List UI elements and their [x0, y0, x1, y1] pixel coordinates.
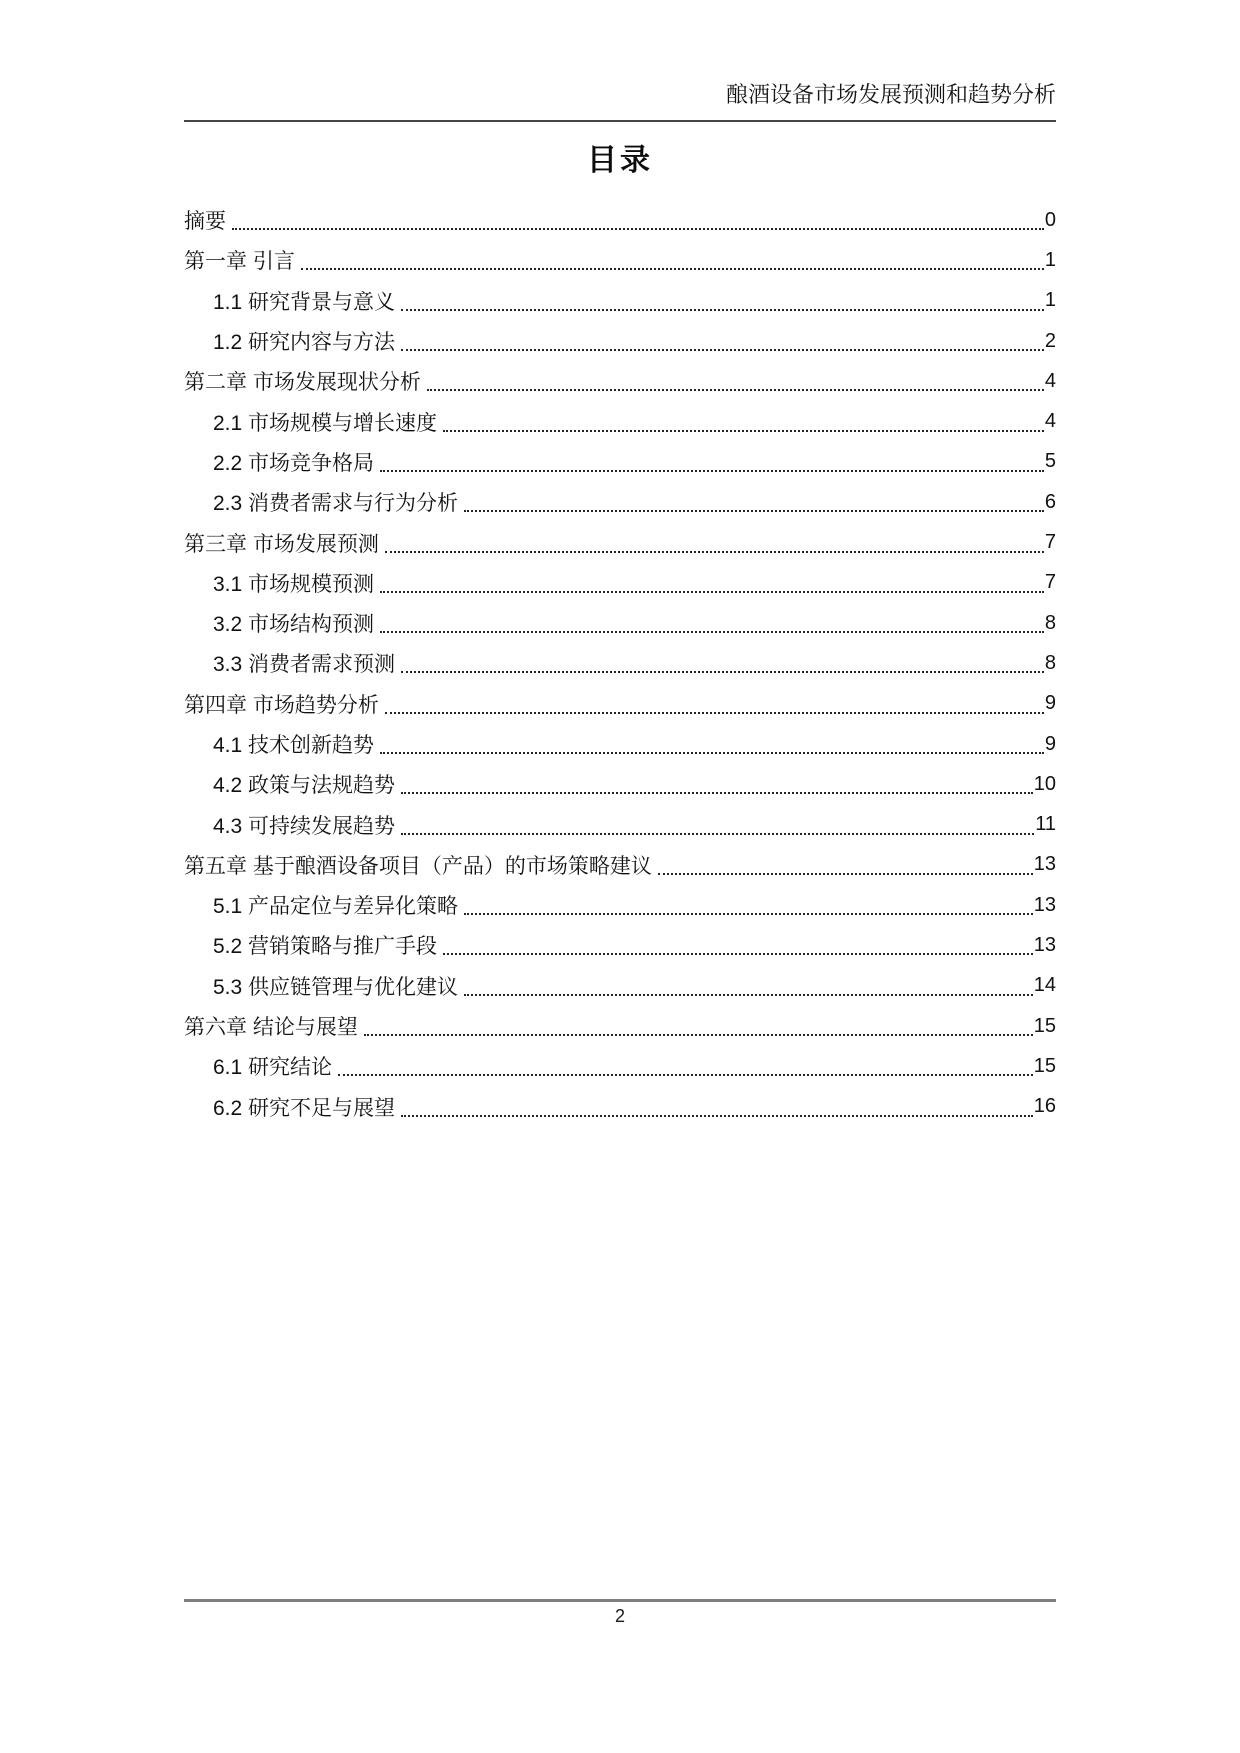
- toc-entry-label: 第一章 引言: [184, 250, 295, 274]
- toc-entry-page: 13: [1033, 893, 1056, 916]
- footer-divider: [184, 1599, 1056, 1602]
- toc-entry[interactable]: [184, 643, 1056, 683]
- toc-entry-label: 第三章 市场发展预测: [184, 532, 379, 556]
- toc-entry-label: 3.3 消费者需求预测: [213, 653, 396, 677]
- toc-entry[interactable]: [184, 442, 1056, 482]
- toc-entry-page: 13: [1033, 853, 1056, 876]
- toc-dots-leader: [427, 389, 1044, 391]
- toc-dots-leader: [464, 994, 1033, 996]
- toc-entry-label: 1.1 研究背景与意义: [213, 290, 396, 314]
- toc-dots-leader: [443, 430, 1044, 432]
- toc-entry-page: 1: [1044, 289, 1056, 312]
- toc-entry-label: 3.1 市场规模预测: [213, 572, 375, 596]
- toc-entry-label: 1.2 研究内容与方法: [213, 331, 396, 355]
- toc-entry-page: 7: [1044, 571, 1056, 594]
- toc-entry[interactable]: [184, 321, 1056, 361]
- toc-entry-page: 0: [1044, 208, 1056, 231]
- toc-entry-page: 8: [1044, 651, 1056, 674]
- toc-dots-leader: [658, 873, 1033, 875]
- toc-entry-page: 8: [1044, 611, 1056, 634]
- toc-entry-label: 第二章 市场发展现状分析: [184, 371, 421, 395]
- toc-dots-leader: [301, 268, 1044, 270]
- toc-entry-label: 2.1 市场规模与增长速度: [213, 411, 438, 435]
- toc-dots-leader: [385, 712, 1044, 714]
- page-number: 2: [614, 1606, 625, 1626]
- toc-entry-page: 11: [1035, 813, 1056, 836]
- toc-list: [184, 200, 1056, 1127]
- toc-dots-leader: [338, 1074, 1033, 1076]
- toc-dots-leader: [401, 309, 1044, 311]
- toc-entry-label: 4.3 可持续发展趋势: [213, 814, 396, 838]
- header-divider: [184, 120, 1056, 122]
- toc-entry-page: 4: [1044, 410, 1056, 433]
- toc-entry-label: 6.2 研究不足与展望: [213, 1096, 396, 1120]
- toc-entry-label: 第六章 结论与展望: [184, 1016, 358, 1040]
- toc-entry-label: 4.2 政策与法规趋势: [213, 774, 396, 798]
- toc-entry[interactable]: [184, 804, 1056, 844]
- toc-dots-leader: [364, 1034, 1033, 1036]
- toc-entry[interactable]: [184, 925, 1056, 965]
- toc-entry[interactable]: [184, 361, 1056, 401]
- toc-entry-page: 15: [1033, 1054, 1056, 1077]
- toc-entry[interactable]: [184, 603, 1056, 643]
- toc-entry[interactable]: [184, 482, 1056, 522]
- toc-entry[interactable]: [184, 200, 1056, 240]
- toc-entry-page: 4: [1044, 369, 1056, 392]
- toc-entry[interactable]: [184, 1046, 1056, 1086]
- toc-entry-page: 10: [1033, 772, 1056, 795]
- toc-dots-leader: [380, 591, 1044, 593]
- toc-entry-page: 5: [1044, 450, 1056, 473]
- toc-entry-page: 16: [1033, 1095, 1056, 1118]
- toc-entry-page: 1: [1044, 248, 1056, 271]
- toc-entry-label: 第五章 基于酿酒设备项目（产品）的市场策略建议: [184, 854, 652, 878]
- toc-entry-label: 摘要: [184, 210, 226, 234]
- toc-entry[interactable]: [184, 281, 1056, 321]
- toc-title: 目录: [587, 144, 653, 177]
- toc-entry-label: 4.1 技术创新趋势: [213, 734, 375, 757]
- toc-dots-leader: [401, 792, 1033, 794]
- toc-entry[interactable]: [184, 1087, 1056, 1127]
- toc-entry-label: 5.3 供应链管理与优化建议: [213, 975, 459, 999]
- toc-dots-leader: [401, 833, 1034, 835]
- toc-entry[interactable]: [184, 1006, 1056, 1046]
- toc-dots-leader: [232, 228, 1044, 230]
- toc-dots-leader: [380, 470, 1044, 472]
- toc-dots-leader: [401, 349, 1044, 351]
- toc-dots-leader: [443, 953, 1033, 955]
- toc-entry-page: 6: [1044, 490, 1056, 513]
- toc-entry-page: 9: [1044, 692, 1056, 715]
- toc-entry[interactable]: [184, 401, 1056, 441]
- toc-entry[interactable]: [184, 684, 1056, 724]
- toc-entry-label: 5.1 产品定位与差异化策略: [213, 895, 459, 919]
- toc-dots-leader: [385, 551, 1044, 553]
- toc-dots-leader: [464, 913, 1033, 915]
- toc-entry-page: 13: [1033, 933, 1056, 956]
- toc-entry-page: 14: [1033, 974, 1056, 997]
- toc-dots-leader: [401, 1115, 1033, 1117]
- toc-entry-page: 15: [1033, 1014, 1056, 1037]
- toc-entry-page: 2: [1044, 329, 1056, 352]
- toc-entry[interactable]: [184, 764, 1056, 804]
- toc-entry-label: 2.2 市场竞争格局: [213, 451, 375, 475]
- toc-entry-label: 第四章 市场趋势分析: [184, 693, 379, 717]
- toc-entry-label: 2.3 消费者需求与行为分析: [213, 492, 459, 516]
- toc-entry[interactable]: [184, 240, 1056, 280]
- toc-entry[interactable]: [184, 966, 1056, 1006]
- toc-entry-label: 3.2 市场结构预测: [213, 613, 375, 637]
- header-title: 酿酒设备市场发展预测和趋势分析: [725, 82, 1056, 107]
- toc-entry-page: 9: [1044, 732, 1056, 755]
- toc-entry[interactable]: [184, 563, 1056, 603]
- toc-entry[interactable]: [184, 845, 1056, 885]
- toc-entry[interactable]: [184, 724, 1056, 764]
- toc-dots-leader: [401, 671, 1044, 673]
- toc-dots-leader: [380, 752, 1044, 754]
- toc-dots-leader: [464, 510, 1044, 512]
- toc-entry[interactable]: [184, 885, 1056, 925]
- toc-entry-page: 7: [1044, 531, 1056, 554]
- toc-entry[interactable]: [184, 522, 1056, 562]
- toc-dots-leader: [380, 631, 1044, 633]
- toc-entry-label: 6.1 研究结论: [213, 1056, 333, 1080]
- toc-entry-label: 5.2 营销策略与推广手段: [213, 935, 438, 959]
